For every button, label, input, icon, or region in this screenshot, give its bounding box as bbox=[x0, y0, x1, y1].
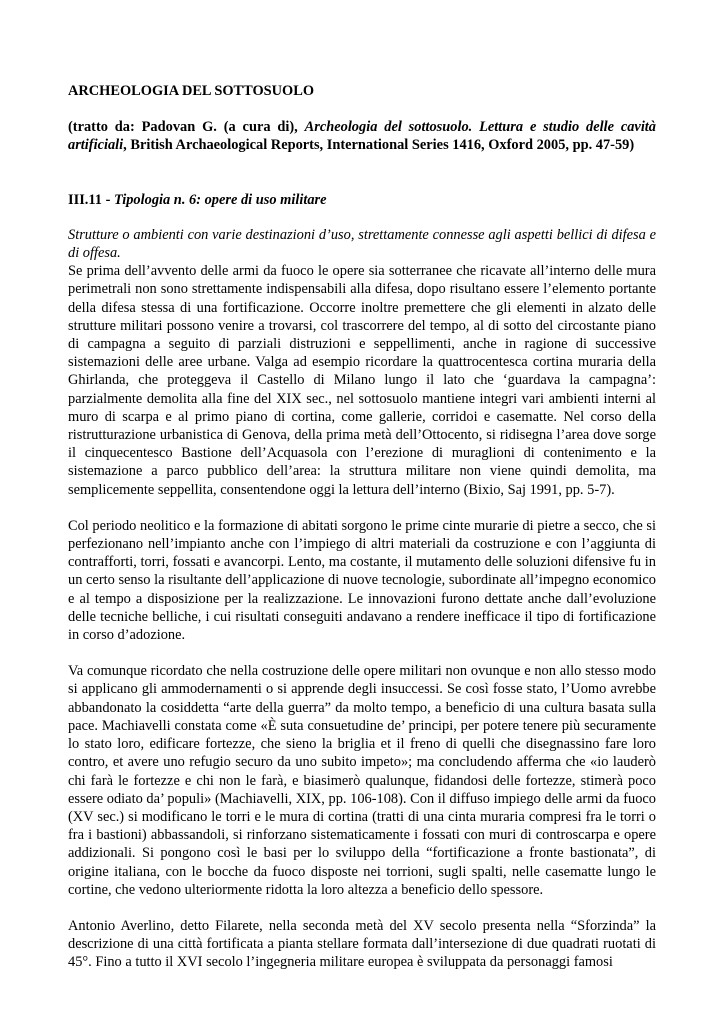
source-citation bbox=[68, 118, 656, 154]
section-title: Tipologia n. 6: opere di uso militare bbox=[113, 191, 327, 208]
paragraph: Antonio Averlino, detto Filarete, nella seconda metà del XV secolo presenta nella “Sforzinda” la descrizione di una città fortificata a pianta stellare formata dall’intersezione di due quadrati ruotati di 45°. Fino a tutto il XVI secolo l’ingegneria militare europea è sviluppata da personaggi famosi bbox=[68, 917, 656, 971]
source-book-title: Archeologia del sottosuolo. Lettura e studio delle cavità artificiali bbox=[68, 119, 657, 154]
source-suffix: , British Archaeological Reports, International Series 1416, Oxford 2005, pp. 47-59) bbox=[123, 137, 635, 154]
document-page bbox=[68, 82, 656, 972]
paragraph: Se prima dell’avvento delle armi da fuoco le opere sia sotterranee che ricavate all’interno delle mura perimetrali non sono strettamente indispensabili alla difesa, dopo risultano essere l’elemento portante della difesa stessa di una fortificazione. Occorre inoltre premettere che gli elementi in alzato delle strutture militari possono venire a trovarsi, col trascorrere del tempo, al di sotto del circostante piano di campagna a seguito di parziali distruzioni e seppellimenti, anche in ragione di successive sistemazioni delle aree urbane. Valga ad esempio ricordare la quattrocentesca cortina muraria della Ghirlanda, che proteggeva il Castello di Milano lungo il lato che ‘guardava la campagna’: parzialmente demolita alla fine del XIX sec., nel sottosuolo mantiene integri vari ambienti interni al muro di scarpa e al primo piano di cortina, come gallerie, corridoi e casematte. Nel corso della ristrutturazione urbanistica di Genova, della prima metà dell’Ottocento, si ridisegna l’area dove sorge il cinquecentesco Bastione dell’Acquasola con l’erezione di muraglioni di contenimento e la sistemazione a parco pubblico dell’area: la struttura militare non viene quindi demolita, ma semplicemente seppellita, consentendone oggi la lettura dell’interno (Bixio, Saj 1991, pp. 5-7). bbox=[68, 263, 656, 498]
document-title: ARCHEOLOGIA DEL SOTTOSUOLO bbox=[68, 83, 315, 99]
section-heading bbox=[68, 191, 656, 209]
paragraph: Va comunque ricordato che nella costruzione delle opere militari non ovunque e non allo stesso modo si applicano gli ammodernamenti o si apprende degli insuccessi. Se così fosse stato, l’Uomo avrebbe abbandonato la cosiddetta “arte della guerra” da molto tempo, a beneficio di una cultura basata sulla pace. Machiavelli constata come «È suta consuetudine de’ principi, per potere tenere più securamente lo stato loro, edificare fortezze, che sieno la briglia et il freno di quelli che disegnassino fare loro contro, et avere uno refugio securo da uno subito impeto»; ma concludendo afferma che «io lauderò chi farà le fortezze e chi non le farà, e biasimerò qualunque, fidandosi delle fortezze, stimerà poco essere odiato da’ populi» (Machiavelli, XIX, pp. 106-108). Con il diffuso impiego delle armi da fuoco (XV sec.) si modificano le torri e le mura di cortina (tratti di una cinta muraria compresi fra le torri o fra i bastioni) abbassandoli, si rinforzano sistematicamente i fossati con muri di controscarpa e opere addizionali. Si pongono così le basi per lo sviluppo della “fortificazione a fronte bastionata”, di origine italiana, con le bocche da fuoco disposte nei torrioni, sugli spalti, nelle casematte lungo le cortine, che vedono ulteriormente ridotta la loro altezza a beneficio dello spessore. bbox=[68, 663, 656, 898]
source-prefix: (tratto da: Padovan G. (a cura di), bbox=[68, 119, 305, 136]
section-number: III.11 - bbox=[68, 191, 114, 208]
paragraph: Col periodo neolitico e la formazione di abitati sorgono le prime cinte murarie di pietre a secco, che si perfezionano nell’impianto anche con l’impiego di altri materiali da costruzione e con l’aggiunta di contrafforti, torri, fossati e avancorpi. Lento, ma costante, il mutamento delle soluzioni difensive fu in un certo senso la risultante dell’applicazione di nuove tecnologie, subordinate all’impegno economico e al tempo a disposizione per la realizzazione. Le innovazioni furono dettate anche dall’evoluzione delle tecniche belliche, i cui risultati conseguiti andavano a rendere inefficace il tipo di fortificazione in corso d’adozione. bbox=[68, 517, 656, 644]
section-intro: Strutture o ambienti con varie destinazioni d’uso, strettamente connesse agli aspetti bellici di difesa e di offesa. bbox=[68, 226, 656, 262]
